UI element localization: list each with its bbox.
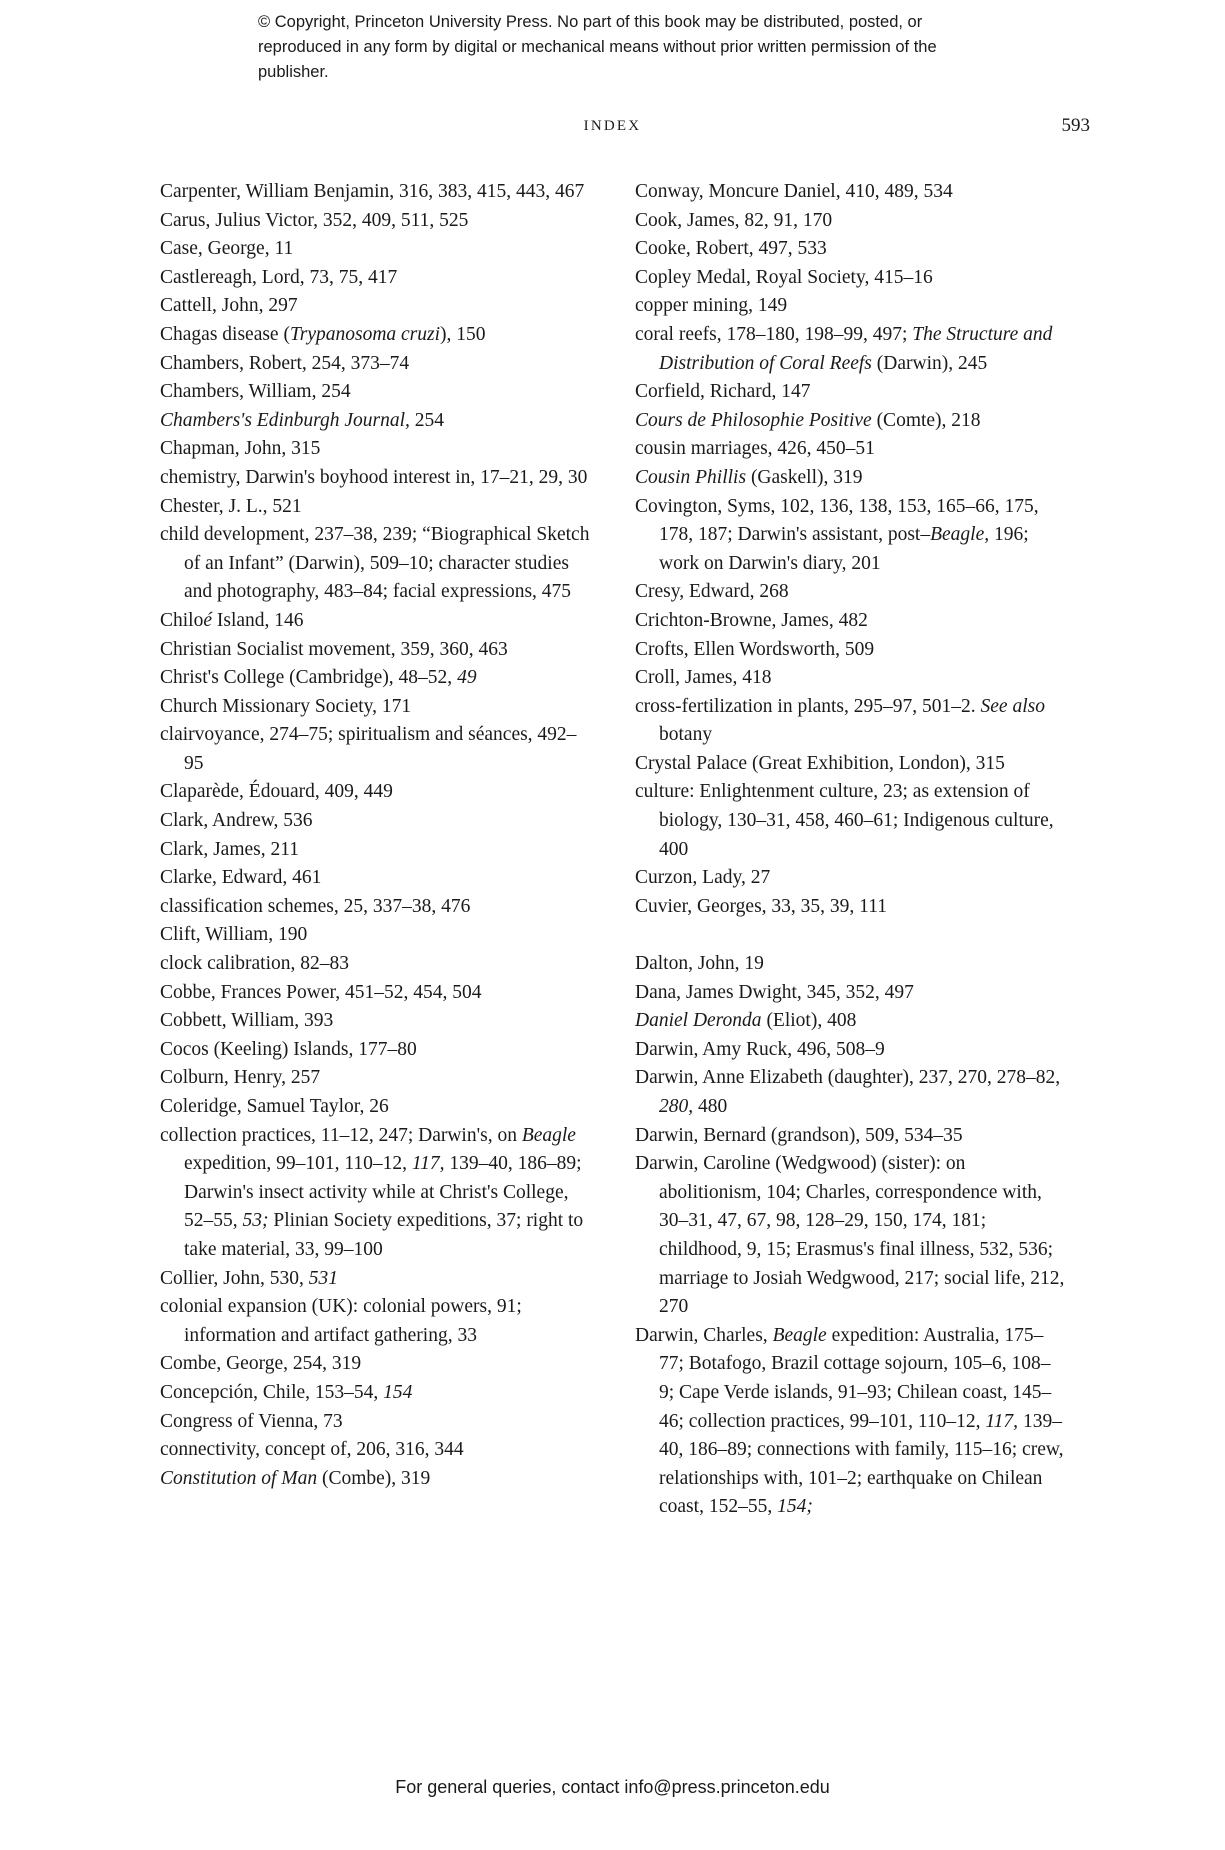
index-entry: Clift, William, 190 bbox=[160, 924, 308, 946]
index-column-left bbox=[160, 178, 590, 1522]
index-entry: Daniel Deronda (Eliot), 408 bbox=[635, 1010, 857, 1032]
index-entry: Chagas disease (Trypanosoma cruzi), 150 bbox=[160, 323, 486, 345]
index-entry: Chambers, William, 254 bbox=[160, 381, 351, 403]
index-entry: Concepción, Chile, 153–54, 154 bbox=[160, 1381, 413, 1403]
index-entry: collection practices, 11–12, 247; Darwin's, on Beagle expedition, 99–101, 110–12, 117, 139–40, 186–89; Darwin's insect activity while at Christ's College, 52–55, 53; Plinian Society expeditions, 37; right to take material, 33, 99–100 bbox=[160, 1124, 584, 1260]
index-entry: Clark, Andrew, 536 bbox=[160, 810, 313, 832]
running-head: INDEX bbox=[583, 118, 642, 134]
index-columns bbox=[160, 178, 1065, 1522]
index-entry: coral reefs, 178–180, 198–99, 497; The Structure and Distribution of Coral Reefs (Darwin), 245 bbox=[635, 323, 1053, 374]
index-entry: connectivity, concept of, 206, 316, 344 bbox=[160, 1439, 464, 1461]
index-entry: Carpenter, William Benjamin, 316, 383, 415, 443, 467 bbox=[160, 181, 585, 202]
index-entry: Chiloé Island, 146 bbox=[160, 609, 304, 631]
page-number: 593 bbox=[1061, 115, 1090, 136]
index-entry: Copley Medal, Royal Society, 415–16 bbox=[635, 266, 933, 288]
index-entry: cross-fertilization in plants, 295–97, 501–2. See also botany bbox=[635, 695, 1045, 746]
index-entry: Combe, George, 254, 319 bbox=[160, 1353, 362, 1375]
index-entry: Cousin Phillis (Gaskell), 319 bbox=[635, 466, 863, 488]
index-entry: Cocos (Keeling) Islands, 177–80 bbox=[160, 1038, 417, 1060]
index-entry: Carus, Julius Victor, 352, 409, 511, 525 bbox=[160, 209, 469, 231]
index-entry: classification schemes, 25, 337–38, 476 bbox=[160, 895, 471, 917]
index-entry: Case, George, 11 bbox=[160, 238, 294, 260]
index-entry: Coleridge, Samuel Taylor, 26 bbox=[160, 1096, 389, 1117]
index-entry: Congress of Vienna, 73 bbox=[160, 1410, 343, 1432]
index-entry: Christ's College (Cambridge), 48–52, 49 bbox=[160, 667, 477, 689]
index-entry: Dana, James Dwight, 345, 352, 497 bbox=[635, 981, 914, 1003]
index-entry: culture: Enlightenment culture, 23; as extension of biology, 130–31, 458, 460–61; Indigenous culture, 400 bbox=[635, 781, 1054, 860]
index-entry: Clark, James, 211 bbox=[160, 838, 300, 860]
index-entry: Darwin, Bernard (grandson), 509, 534–35 bbox=[635, 1124, 963, 1146]
index-entry: clock calibration, 82–83 bbox=[160, 953, 349, 975]
index-entry: Castlereagh, Lord, 73, 75, 417 bbox=[160, 266, 398, 288]
index-entry: Cooke, Robert, 497, 533 bbox=[635, 238, 827, 260]
index-entry: Cook, James, 82, 91, 170 bbox=[635, 209, 833, 231]
index-entry: Darwin, Caroline (Wedgwood) (sister): on abolitionism, 104; Charles, correspondence with, 30–31, 47, 67, 98, 128–29, 150, 174, 181; childhood, 9, 15; Erasmus's final illness, 532, 536; marriage to Josiah Wedgwood, 217; social life, 212, 270 bbox=[635, 1153, 1065, 1318]
index-entry: cousin marriages, 426, 450–51 bbox=[635, 438, 875, 460]
index-entry: Crystal Palace (Great Exhibition, London), 315 bbox=[635, 752, 1005, 774]
index-entry: Crichton-Browne, James, 482 bbox=[635, 609, 868, 631]
footer-notice: For general queries, contact info@press.princeton.edu bbox=[395, 1777, 830, 1797]
index-entry: Darwin, Amy Ruck, 496, 508–9 bbox=[635, 1038, 885, 1060]
index-entry: Corfield, Richard, 147 bbox=[635, 381, 811, 403]
index-entry: copper mining, 149 bbox=[635, 295, 788, 317]
index-entry: Collier, John, 530, 531 bbox=[160, 1267, 338, 1289]
index-entry: Chester, J. L., 521 bbox=[160, 495, 302, 517]
index-entry: Covington, Syms, 102, 136, 138, 153, 165–66, 175, 178, 187; Darwin's assistant, post–Beagle, 196; work on Darwin's diary, 201 bbox=[635, 495, 1039, 574]
index-entry: Chambers, Robert, 254, 373–74 bbox=[160, 352, 410, 374]
index-entry: child development, 237–38, 239; “Biographical Sketch of an Infant” (Darwin), 509–10; character studies and photography, 483–84; facial expressions, 475 bbox=[160, 524, 590, 603]
index-entry: Darwin, Anne Elizabeth (daughter), 237, 270, 278–82, 280, 480 bbox=[635, 1067, 1061, 1117]
index-entry: Crofts, Ellen Wordsworth, 509 bbox=[635, 638, 875, 660]
index-entry: Cattell, John, 297 bbox=[160, 295, 298, 317]
index-entry: Clarke, Edward, 461 bbox=[160, 867, 322, 889]
index-column-right bbox=[635, 178, 1065, 1522]
index-entry: Chapman, John, 315 bbox=[160, 438, 321, 460]
copyright-notice: © Copyright, Princeton University Press. No part of this book may be distributed, posted, or reproduced in any form by digital or mechanical means without prior written permission of the publisher. bbox=[258, 13, 937, 81]
index-entry: Cobbett, William, 393 bbox=[160, 1010, 334, 1032]
index-entry: Croll, James, 418 bbox=[635, 667, 772, 689]
index-entry: Cobbe, Frances Power, 451–52, 454, 504 bbox=[160, 981, 482, 1003]
index-entry: Colburn, Henry, 257 bbox=[160, 1067, 321, 1089]
index-entry: Chambers's Edinburgh Journal, 254 bbox=[160, 409, 445, 431]
index-entry: Christian Socialist movement, 359, 360, 463 bbox=[160, 638, 508, 660]
index-entry: Dalton, John, 19 bbox=[635, 953, 764, 975]
index-entry: Cuvier, Georges, 33, 35, 39, 111 bbox=[635, 895, 887, 917]
index-entry: Claparède, Édouard, 409, 449 bbox=[160, 781, 393, 803]
index-entry: Cours de Philosophie Positive (Comte), 218 bbox=[635, 409, 981, 431]
index-entry: colonial expansion (UK): colonial powers, 91; information and artifact gathering, 33 bbox=[160, 1296, 522, 1346]
index-entry: Darwin, Charles, Beagle expedition: Australia, 175–77; Botafogo, Brazil cottage sojourn, 105–6, 108–9; Cape Verde islands, 91–93; Chilean coast, 145–46; collection practices, 99–101, 110–12, 117, 139–40, 186–89; connections with family, 115–16; crew, relationships with, 101–2; earthquake on Chilean coast, 152–55, 154; bbox=[635, 1324, 1064, 1518]
index-entry: clairvoyance, 274–75; spiritualism and séances, 492–95 bbox=[160, 724, 577, 774]
index-entry: Church Missionary Society, 171 bbox=[160, 695, 412, 717]
index-entry: chemistry, Darwin's boyhood interest in, 17–21, 29, 30 bbox=[160, 466, 588, 488]
index-entry: Curzon, Lady, 27 bbox=[635, 867, 771, 889]
index-entry: Cresy, Edward, 268 bbox=[635, 581, 789, 603]
index-entry: Conway, Moncure Daniel, 410, 489, 534 bbox=[635, 181, 953, 202]
index-entry: Constitution of Man (Combe), 319 bbox=[160, 1467, 431, 1489]
